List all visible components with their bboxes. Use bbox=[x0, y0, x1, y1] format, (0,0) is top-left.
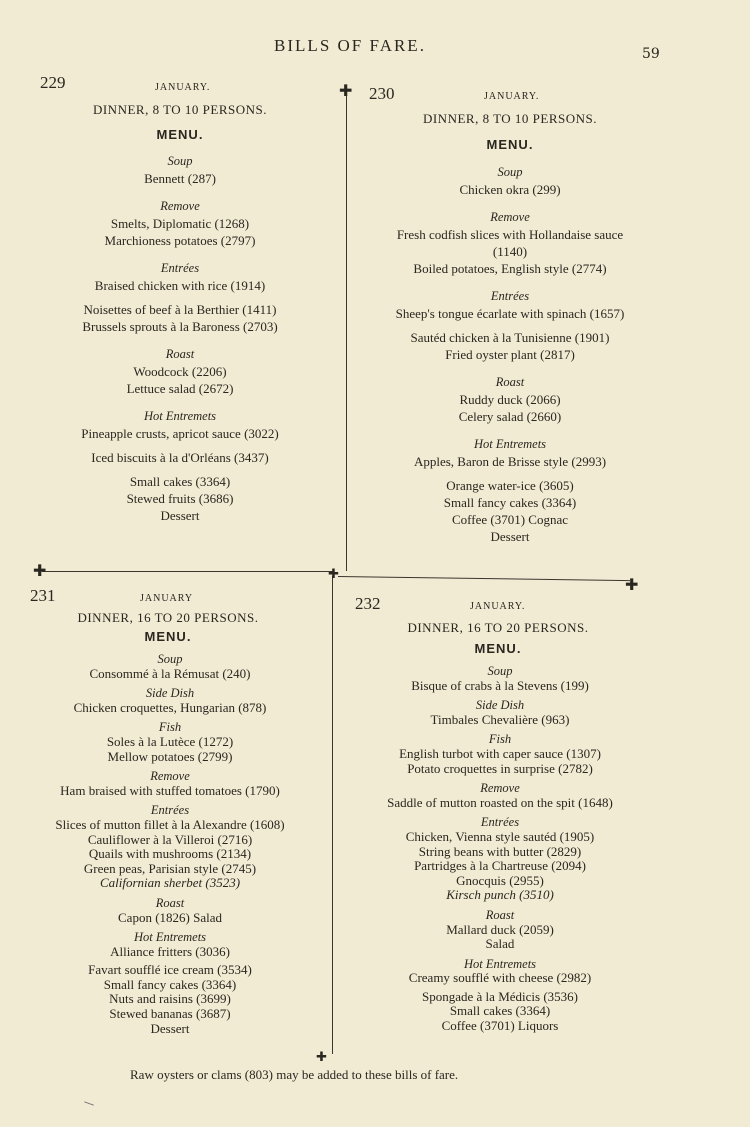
dish-item: Spongade à la Médicis (3536) bbox=[422, 988, 578, 1004]
left-cross-ornament: ✚ bbox=[33, 561, 47, 580]
dish-item: Nuts and raisins (3699) bbox=[109, 991, 231, 1007]
course-heading: Soup bbox=[487, 664, 513, 678]
course-heading: Hot Entremets bbox=[133, 930, 207, 945]
dish-item: Coffee (3701) Liquors bbox=[441, 1018, 559, 1034]
menu-title: DINNER, 16 TO 20 PERSONS. bbox=[77, 610, 259, 625]
right-row-rule bbox=[338, 576, 630, 581]
dish-item: Green peas, Parisian style (2745) bbox=[83, 860, 257, 876]
course-heading: Entrées bbox=[160, 261, 200, 275]
spacer bbox=[40, 442, 320, 449]
dish-item: Smelts, Diplomatic (1268) bbox=[110, 216, 250, 231]
dish-item: Small fancy cakes (3364) bbox=[443, 495, 577, 510]
menu-month: JANUARY. bbox=[155, 82, 211, 93]
dish-item: Stewed fruits (3686) bbox=[126, 491, 234, 506]
dish-item: Bennett (287) bbox=[144, 171, 216, 186]
menu-number: 229 bbox=[40, 73, 66, 92]
course-heading: Side Dish bbox=[475, 698, 525, 713]
menu-month: JANUARY bbox=[140, 593, 194, 604]
dish-item: Small fancy cakes (3364) bbox=[103, 976, 237, 992]
dish-item: Chicken croquettes, Hungarian (878) bbox=[73, 699, 267, 715]
course-heading: Soup bbox=[157, 652, 183, 666]
menu-month: JANUARY. bbox=[470, 601, 526, 612]
dish-item: Coffee (3701) Cognac bbox=[451, 512, 568, 527]
dish-item: Small cakes (3364) bbox=[449, 1003, 551, 1019]
dish-item: Chicken, Vienna style sautéd (1905) bbox=[405, 828, 595, 844]
menu-number: 231 bbox=[30, 586, 56, 605]
dish-item: Lettuce salad (2672) bbox=[126, 381, 234, 396]
dish-item: Fried oyster plant (2817) bbox=[445, 347, 575, 362]
spacer bbox=[360, 322, 660, 329]
course-heading: Entrées bbox=[490, 289, 530, 303]
dish-item: Timbales Chevalière (963) bbox=[430, 711, 570, 727]
course-heading: Soup bbox=[497, 165, 523, 179]
dish-item: Stewed bananas (3687) bbox=[109, 1006, 231, 1022]
spacer bbox=[360, 470, 660, 477]
course-heading: Fish bbox=[488, 732, 512, 747]
dish-item: Creamy soufflé with cheese (2982) bbox=[408, 970, 592, 986]
course-heading: Roast bbox=[495, 375, 525, 389]
lower-column-rule bbox=[332, 576, 333, 1054]
dish-item: Kirsch punch (3510) bbox=[446, 887, 554, 903]
dish-item: Consommé à la Rémusat (240) bbox=[89, 665, 251, 681]
dish-item: Ham braised with stuffed tomatoes (1790) bbox=[60, 782, 280, 798]
menu-number: 230 bbox=[369, 84, 395, 103]
dish-item: Cauliflower à la Villeroi (2716) bbox=[87, 831, 253, 847]
dish-item: Salad bbox=[485, 936, 515, 952]
dish-item: Chicken okra (299) bbox=[459, 182, 561, 197]
menu-month: JANUARY. bbox=[484, 91, 540, 102]
right-cross-ornament: ✚ bbox=[625, 575, 639, 594]
dish-item: Brussels sprouts à la Baroness (2703) bbox=[82, 319, 278, 334]
course-heading: Remove bbox=[160, 199, 200, 213]
menu-courses bbox=[40, 153, 320, 524]
course-heading: Remove bbox=[490, 210, 530, 224]
dish-item: English turbot with caper sauce (1307) bbox=[399, 745, 601, 761]
course-heading: Roast bbox=[165, 347, 195, 361]
dish-item: Californian sherbet (3523) bbox=[99, 875, 241, 891]
upper-column-rule bbox=[346, 96, 347, 571]
menu-label: MENU. bbox=[474, 641, 522, 656]
menu-courses bbox=[360, 164, 660, 545]
menu-label: MENU. bbox=[144, 629, 192, 644]
dish-item: Capon (1826) Salad bbox=[118, 909, 222, 925]
dish-item: Mallard duck (2059) bbox=[446, 921, 554, 937]
menu-number: 232 bbox=[355, 594, 381, 613]
left-row-rule bbox=[42, 571, 334, 572]
menu-title: DINNER, 8 TO 10 PERSONS. bbox=[422, 111, 598, 126]
dish-item: Sautéd chicken à la Tunisienne (1901) bbox=[410, 330, 610, 345]
spacer bbox=[40, 466, 320, 473]
dish-item: Soles à la Lutèce (1272) bbox=[106, 733, 234, 749]
footnote: Raw oysters or clams (803) may be added to these bills of fare. bbox=[130, 1067, 459, 1082]
menu-title: DINNER, 8 TO 10 PERSONS. bbox=[92, 102, 268, 117]
top-cross-ornament: ✚ bbox=[339, 81, 353, 100]
menu-courses bbox=[20, 652, 320, 1036]
dish-item: Dessert bbox=[490, 529, 530, 544]
spacer bbox=[40, 294, 320, 301]
course-heading: Fish bbox=[158, 720, 182, 735]
dish-item: Noisettes of beef à la Berthier (1411) bbox=[83, 302, 277, 317]
dish-item: Quails with mushrooms (2134) bbox=[88, 846, 252, 862]
dish-item: Mellow potatoes (2799) bbox=[107, 748, 233, 764]
dish-item: Pineapple crusts, apricot sauce (3022) bbox=[81, 426, 279, 441]
course-heading: Entrées bbox=[150, 803, 190, 818]
course-heading: Remove bbox=[150, 769, 190, 784]
bottom-cross-ornament: ✚ bbox=[316, 1050, 327, 1065]
dish-item: Ruddy duck (2066) bbox=[459, 392, 561, 407]
dish-item: Braised chicken with rice (1914) bbox=[94, 278, 266, 293]
dish-item: Fresh codfish slices with Hollandaise sauce bbox=[396, 227, 624, 242]
course-heading: Remove bbox=[480, 781, 520, 796]
dish-item: Small cakes (3364) bbox=[129, 474, 231, 489]
course-heading: Hot Entremets bbox=[463, 956, 537, 971]
course-heading: Soup bbox=[167, 154, 193, 168]
menu-courses bbox=[350, 664, 650, 1034]
page-number: 59 bbox=[642, 46, 660, 62]
course-heading: Roast bbox=[485, 907, 515, 922]
dish-item: Marchioness potatoes (2797) bbox=[104, 233, 256, 248]
course-heading: Roast bbox=[155, 895, 185, 910]
dish-item: Dessert bbox=[150, 1020, 190, 1036]
dish-item: String beans with butter (2829) bbox=[418, 843, 582, 859]
dish-item: Apples, Baron de Brisse style (2993) bbox=[413, 454, 607, 469]
center-cross-ornament: ✚ bbox=[328, 567, 339, 582]
dish-item: Dessert bbox=[160, 508, 200, 523]
dish-item: Gnocquis (2955) bbox=[456, 872, 544, 888]
dish-item: Potato croquettes in surprise (2782) bbox=[407, 760, 593, 776]
dish-item: Sheep's tongue écarlate with spinach (1657) bbox=[395, 306, 625, 321]
dish-item: Favart soufflé ice cream (3534) bbox=[88, 962, 252, 978]
running-head: BILLS OF FARE. bbox=[274, 36, 426, 55]
pencil-mark bbox=[84, 1101, 94, 1105]
dish-item: Alliance fritters (3036) bbox=[110, 943, 230, 959]
dish-item: Slices of mutton fillet à la Alexandre (1608) bbox=[55, 816, 285, 832]
course-heading: Side Dish bbox=[145, 686, 195, 701]
course-heading: Hot Entremets bbox=[473, 437, 547, 451]
dish-item: Iced biscuits à la d'Orléans (3437) bbox=[91, 450, 269, 465]
course-heading: Entrées bbox=[480, 815, 520, 830]
dish-item: Boiled potatoes, English style (2774) bbox=[413, 261, 607, 276]
menu-label: MENU. bbox=[156, 127, 204, 142]
dish-item: Woodcock (2206) bbox=[133, 364, 227, 379]
dish-item: Celery salad (2660) bbox=[458, 409, 562, 424]
menu-label: MENU. bbox=[486, 137, 534, 152]
dish-item: Saddle of mutton roasted on the spit (1648) bbox=[387, 794, 613, 810]
dish-item: (1140) bbox=[492, 244, 528, 259]
course-heading: Hot Entremets bbox=[143, 409, 217, 423]
dish-item: Orange water-ice (3605) bbox=[446, 478, 574, 493]
menu-title: DINNER, 16 TO 20 PERSONS. bbox=[407, 620, 589, 635]
dish-item: Bisque of crabs à la Stevens (199) bbox=[411, 677, 589, 693]
dish-item: Partridges à la Chartreuse (2094) bbox=[414, 858, 586, 874]
